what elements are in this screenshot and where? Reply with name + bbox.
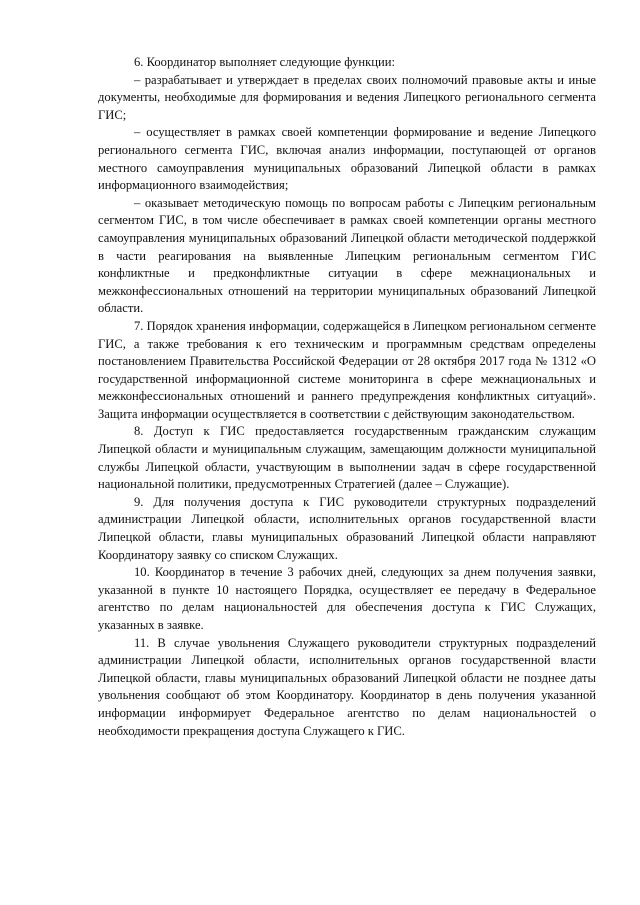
paragraph-item-6-intro: 6. Координатор выполняет следующие функции: bbox=[134, 55, 395, 69]
paragraph-item-7: 7. Порядок хранения информации, содержащейся в Липецком региональном сегменте ГИС, а также требования к его техническим и программным средствам определены постановлением Правительства Российской Федерации от 28 октября 2017 года № 1312 «О государственной информационной системе мониторинга в сфере межнациональных и межконфессиональных отношений и раннего предупреждения конфликтных ситуаций». Защита информации осуществляется в соответствии с действующим законодательством. bbox=[98, 318, 596, 421]
paragraph-list-item: – разрабатывает и утверждает в пределах своих полномочий правовые акты и иные документы, необходимые для формирования и ведения Липецкого регионального сегмента ГИС; bbox=[98, 72, 596, 122]
paragraph-item-11: 11. В случае увольнения Служащего руководители структурных подразделений администрации Липецкой области, исполнительных органов государственной власти Липецкой области, главы муниципальных образований Липецкой области не позднее даты увольнения сообщают об этом Координатору. Координатор в день получения указанной информации информирует Федеральное агентство по делам национальностей о необходимости прекращения доступа Служащего к ГИС. bbox=[98, 635, 596, 738]
paragraph-item-10: 10. Координатор в течение 3 рабочих дней, следующих за днем получения заявки, указанной в пункте 10 настоящего Порядка, осуществляет ее передачу в Федеральное агентство по делам национальностей для обеспечения доступа к ГИС Служащих, указанных в заявке. bbox=[98, 565, 596, 632]
document-page bbox=[98, 54, 596, 740]
paragraph-item-8: 8. Доступ к ГИС предоставляется государственным гражданским служащим Липецкой области и муниципальным служащим, замещающим должности муниципальной службы Липецкой области, участвующим в выполнении задач в сфере государственной национальной политики, предусмотренных Стратегией (далее – Служащие). bbox=[98, 424, 596, 492]
paragraph-list-item: – осуществляет в рамках своей компетенции формирование и ведение Липецкого регионального сегмента ГИС, включая анализ информации, поступающей от органов местного самоуправления муниципальных образований Липецкой области в рамках информационного взаимодействия; bbox=[98, 125, 596, 193]
paragraph-item-9: 9. Для получения доступа к ГИС руководители структурных подразделений администрации Липецкой области, исполнительных органов государственной власти Липецкой области, главы муниципальных образований Липецкой области направляют Координатору заявку со списком Служащих. bbox=[98, 494, 596, 562]
paragraph-list-item: – оказывает методическую помощь по вопросам работы с Липецким региональным сегментом ГИС, в том числе обеспечивает в рамках своей компетенции органы местного самоуправления муниципальных образований Липецкой области методической поддержкой в части реагирования на выявленные Липецким региональным сегментом ГИС конфликтные и предконфликтные ситуации в сфере межнациональных и межконфессиональных отношений на территории муниципальных образований Липецкой области. bbox=[98, 195, 596, 316]
